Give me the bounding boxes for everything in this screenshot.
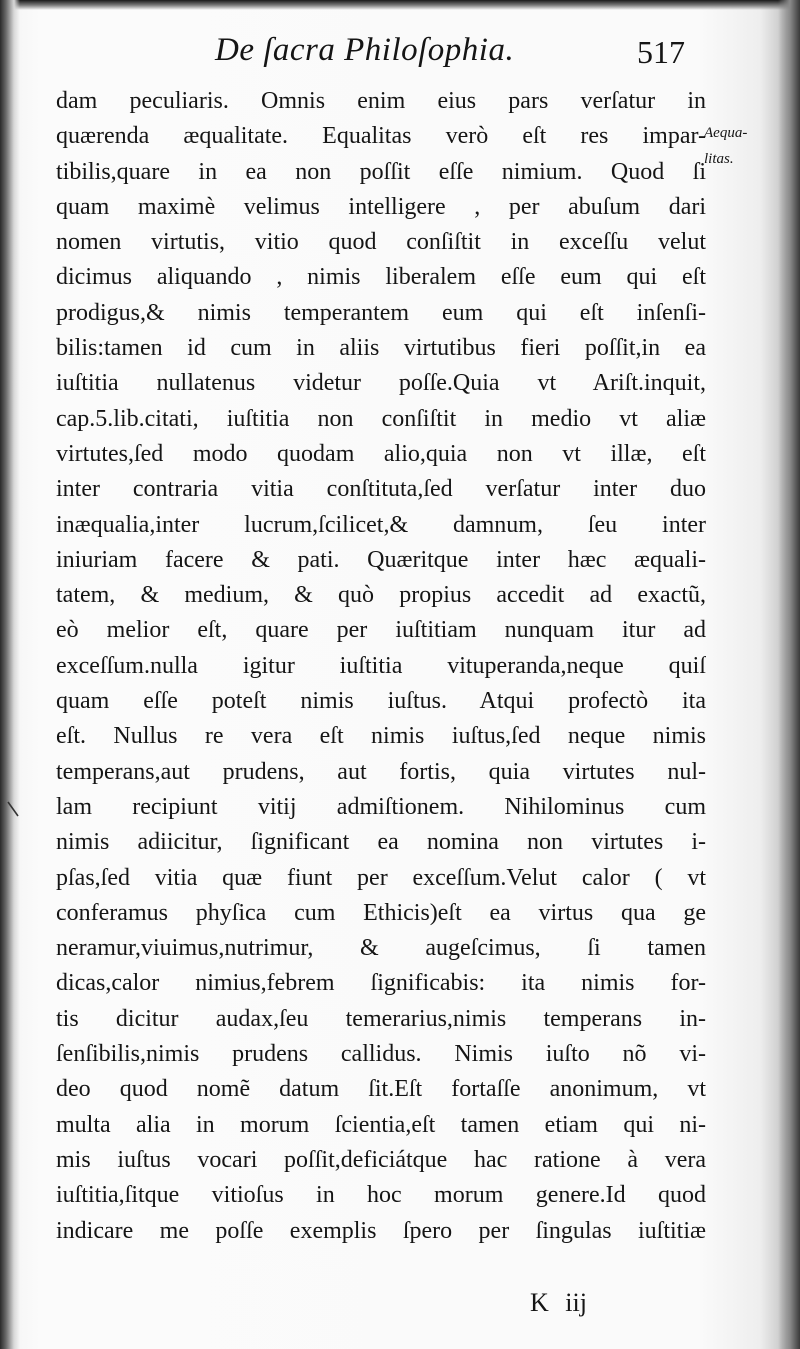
text-line: virtutes,ſed modo quodam alio,quia non vt illæ, eſt <box>56 440 706 467</box>
text-line: prodigus,& nimis temperantem eum qui eſt inſenſi- <box>56 299 706 326</box>
margin-note-line: Aequa- <box>704 125 748 141</box>
text-line: dicimus aliquando , nimis liberalem eſſe eum qui eſt <box>56 264 706 291</box>
text-line: mis iuſtus vocari poſſit,deficiátque hac ratione à vera <box>56 1146 706 1173</box>
text-line: ſenſibilis,nimis prudens callidus. Nimis iuſto nõ vi- <box>56 1041 706 1068</box>
text-line: dam peculiaris. Omnis enim eius pars verſatur in <box>56 88 706 114</box>
text-line: neramur,viuimus,nutrimur, & augeſcimus, ſi tamen <box>56 935 706 962</box>
text-line: exceſſum.nulla igitur iuſtitia vituperanda,neque quiſ <box>56 652 706 679</box>
text-line: bilis:tamen id cum in aliis virtutibus fieri poſſit,in ea <box>56 335 706 362</box>
stray-ink-mark <box>6 800 20 818</box>
text-line: tis dicitur audax,ſeu temerarius,nimis temperans in- <box>56 1005 706 1032</box>
text-line: tatem, & medium, & quò propius accedit ad exactũ, <box>56 582 706 609</box>
scan-right-gutter <box>778 0 800 1349</box>
text-line: multa alia in morum ſcientia,eſt tamen etiam qui ni- <box>56 1111 706 1138</box>
margin-note <box>704 120 794 172</box>
text-line: inter contraria vitia conſtituta,ſed verſatur inter duo <box>56 476 706 503</box>
text-line: eſt. Nullus re vera eſt nimis iuſtus,ſed neque nimis <box>56 723 706 750</box>
body-text <box>56 84 706 1249</box>
page-header <box>215 32 685 82</box>
text-line: quam maximè velimus intelligere , per abuſum dari <box>56 193 706 220</box>
text-line: quam eſſe poteſt nimis iuſtus. Atqui profectò ita <box>56 688 706 715</box>
page-number: 517 <box>637 34 685 70</box>
text-line: iuſtitia,ſitque vitioſus in hoc morum genere.Id quod <box>56 1182 706 1209</box>
text-line: eò melior eſt, quare per iuſtitiam nunquam itur ad <box>56 617 706 644</box>
text-line: iniuriam facere & pati. Quæritque inter hæc æquali- <box>56 546 706 573</box>
text-line: nomen virtutis, vitio quod conſiſtit in exceſſu velut <box>56 229 706 256</box>
signature-mark: K iij <box>530 1288 587 1317</box>
text-line: iuſtitia nullatenus videtur poſſe.Quia vt Ariſt.inquit, <box>56 370 706 397</box>
scan-left-gutter <box>0 0 20 1349</box>
text-line: lam recipiunt vitij admiſtionem. Nihilominus cum <box>56 793 706 820</box>
text-line: pſas,ſed vitia quæ fiunt per exceſſum.Velut calor ( vt <box>56 864 706 891</box>
text-line: nimis adiicitur, ſignificant ea nomina non virtutes i- <box>56 829 706 856</box>
text-line: indicare me poſſe exemplis ſpero per ſingulas iuſtitiæ <box>56 1217 706 1244</box>
text-line: cap.5.lib.citati, iuſtitia non conſiſtit in medio vt aliæ <box>56 405 706 432</box>
text-line: quærenda æqualitate. Equalitas verò eſt res impar- <box>56 123 706 150</box>
text-line: temperans,aut prudens, aut fortis, quia virtutes nul- <box>56 758 706 785</box>
text-line: tibilis,quare in ea non poſſit eſſe nimium. Quod ſi <box>56 158 706 185</box>
text-line: dicas,calor nimius,febrem ſignificabis: ita nimis for- <box>56 970 706 997</box>
text-line: conferamus phyſica cum Ethicis)eſt ea virtus qua ge <box>56 899 706 926</box>
text-line: inæqualia,inter lucrum,ſcilicet,& damnum, ſeu inter <box>56 511 706 538</box>
running-title: De ſacra Philoſophia. <box>215 32 515 68</box>
text-line: deo quod nomẽ datum ſit.Eſt fortaſſe anonimum, vt <box>56 1076 706 1103</box>
scan-top-edge <box>0 0 800 10</box>
margin-note-line: litas. <box>704 151 734 167</box>
